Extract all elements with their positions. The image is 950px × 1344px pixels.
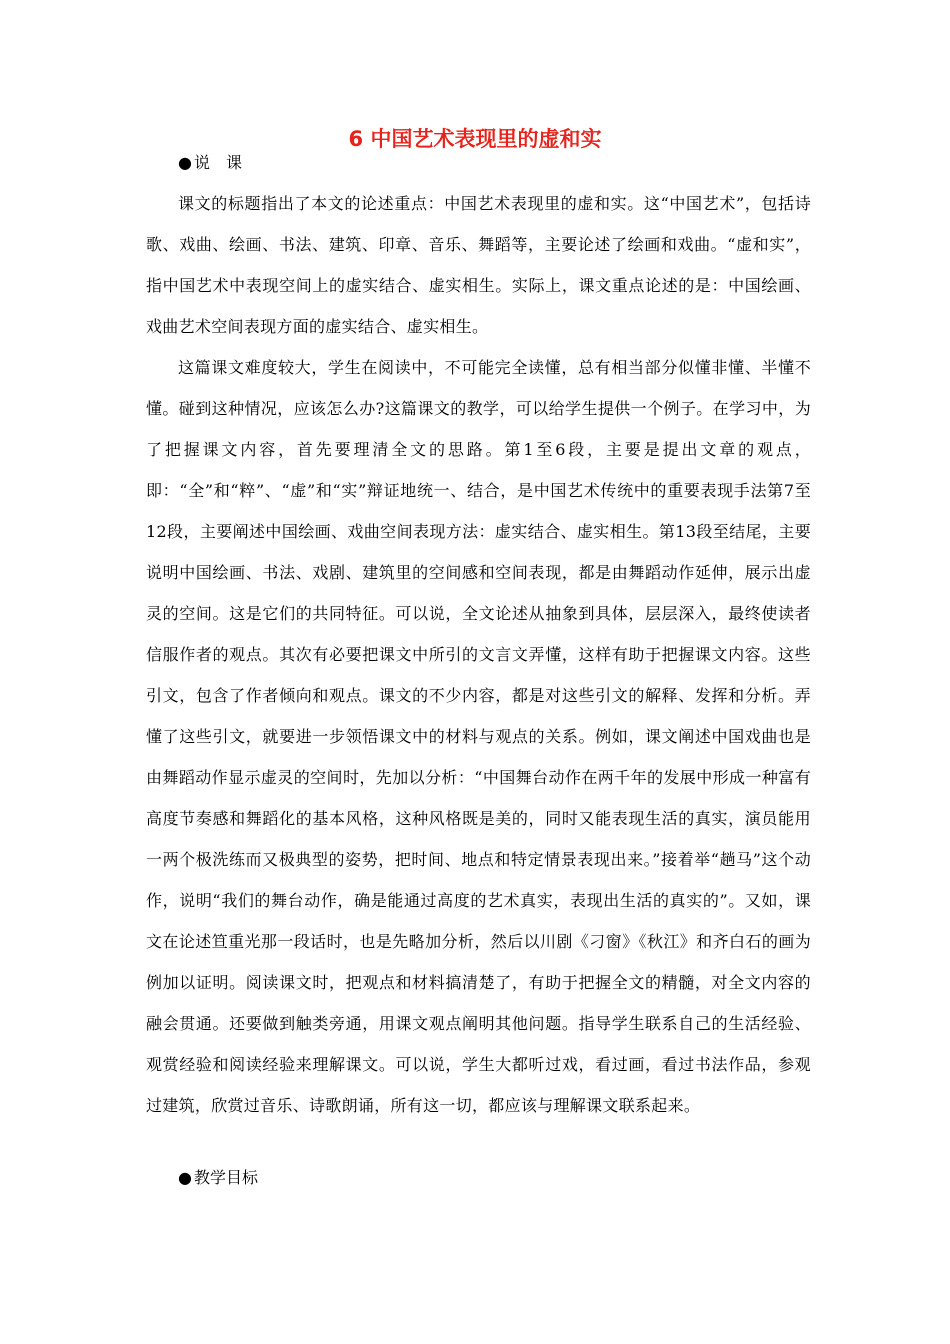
paragraph: 课文的标题指出了本文的论述重点：中国艺术表现里的虚和实。这“中国艺术”，包括诗歌、戏曲、绘画、书法、建筑、印章、音乐、舞蹈等，主要论述了绘画和戏曲。“虚和实”，指中国艺术中表现空间上的虚实结合、虚实相生。实际上，课文重点论述的是：中国绘画、戏曲艺术空间表现方面的虚实结合、虚实相生。 (146, 194, 811, 336)
page-title: 6 中国艺术表现里的虚和实 (348, 127, 602, 151)
section-heading-shuoke (178, 151, 242, 175)
paragraph: 这篇课文难度较大，学生在阅读中，不可能完全读懂，总有相当部分似懂非懂、半懂不懂。碰到这种情况，应该怎么办?这篇课文的教学，可以给学生提供一个例子。在学习中，为了把握课文内容，首先要理清全文的思路。第1至6段，主要是提出文章的观点，即：“全”和“粹”、“虚”和“实”辩证地统一、结合，是中国艺术传统中的重要表现手法第7至12段，主要阐述中国绘画、戏曲空间表现方法：虚实结合、虚实相生。第13段至结尾，主要说明中国绘画、书法、戏剧、建筑里的空间感和空间表现，都是由舞蹈动作延伸，展示出虚灵的空间。这是它们的共同特征。可以说，全文论述从抽象到具体，层层深入，最终使读者信服作者的观点。其次有必要把课文中所引的文言文弄懂，这样有助于把握课文内容。这些引文，包含了作者倾向和观点。课文的不少内容，都是对这些引文的解释、发挥和分析。弄懂了这些引文，就要进一步领悟课文中的材料与观点的关系。例如，课文阐述中国戏曲也是由舞蹈动作显示虚灵的空间时，先加以分析：“中国舞台动作在两千年的发展中形成一种富有高度节奏感和舞蹈化的基本风格，这种风格既是美的，同时又能表现生活的真实，演员能用一两个极洗练而又极典型的姿势，把时间、地点和特定情景表现出来。”接着举“趟马”这个动作，说明“我们的舞台动作，确是能通过高度的艺术真实，表现出生活的真实的”。又如，课文在论述笪重光那一段话时，也是先略加分析，然后以川剧《刁窗》《秋江》和齐白石的画为例加以证明。阅读课文时，把观点和材料搞清楚了，有助于把握全文的精髓，对全文内容的融会贯通。还要做到触类旁通，用课文观点阐明其他问题。指导学生联系自己的生活经验、观赏经验和阅读经验来理解课文。可以说，学生大都听过戏，看过画，看过书法作品，参观过建筑，欣赏过音乐、诗歌朗诵，所有这一切，都应该与理解课文联系起来。 (146, 358, 811, 1115)
bullet-icon: ● (178, 153, 192, 172)
bullet-icon: ● (178, 1168, 192, 1187)
section-heading-teaching-goals (178, 1166, 258, 1190)
body-text (146, 183, 811, 1126)
section-heading-label: 教学目标 (193, 1168, 258, 1187)
section-heading-label: 说 课 (193, 153, 242, 172)
